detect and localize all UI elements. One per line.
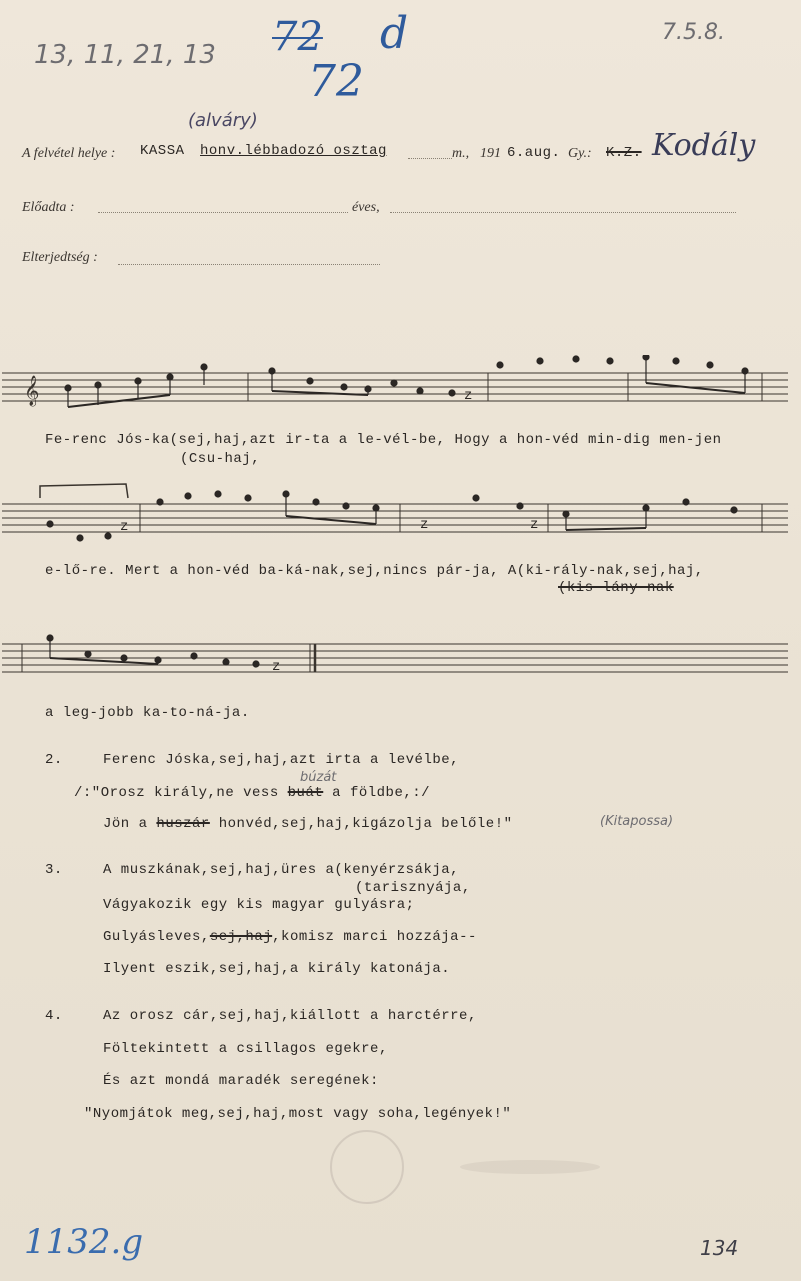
lyric-line-1-variant: (Csu-haj, xyxy=(180,451,261,467)
svg-text:𝄞: 𝄞 xyxy=(24,376,40,406)
verse-2-struck-word-2: huszár xyxy=(156,816,210,832)
verse-3-line-1-variant: (tarisznyája, xyxy=(355,880,471,896)
verse-4-line-3: És azt mondá maradék seregének: xyxy=(103,1073,379,1089)
verse-2-margin-note: (Kitapossa) xyxy=(600,814,674,829)
place-city: KASSA xyxy=(140,143,185,159)
gy-struck-initials: K.Z. xyxy=(606,145,642,161)
verse-2-line-3-start: Jön a xyxy=(103,816,157,832)
place-unit: honv.lébbadozó osztag xyxy=(200,143,387,159)
verse-2-line-2-end: a földbe,:/ xyxy=(323,785,431,801)
verse-3-struck-word: sej,haj xyxy=(209,929,273,945)
lyric-line-1: Fe-renc Jós-ka(sej,haj,azt ir-ta a le-vél-be, Hogy a hon-véd min-dig men-jen xyxy=(45,432,722,448)
place-label: A felvétel helye : xyxy=(22,146,116,161)
lyric-line-2-variant: (kis lány-nak xyxy=(558,580,674,596)
pencil-catalog-numbers: 13, 11, 21, 13 xyxy=(34,40,216,70)
verse-2-line-3-end: honvéd,sej,haj,kigázolja belőle!" xyxy=(209,816,513,832)
footer-page-number: 134 xyxy=(700,1236,739,1260)
verse-4-line-2: Föltekintett a csillagos egekre, xyxy=(103,1041,388,1057)
spread-dotted-line xyxy=(118,264,380,265)
pencil-top-right-number: 7.5.8. xyxy=(662,20,725,45)
verse-3-line-3-start: Gulyásleves, xyxy=(103,929,210,945)
footer-handwritten-catalog-number: 1132.g xyxy=(24,1222,144,1262)
verse-2-line-2-start: /:"Orosz király,ne vess xyxy=(74,785,288,801)
verse-2-line-2 xyxy=(74,785,430,801)
m-label: m., xyxy=(452,146,470,161)
verse-2-line-3 xyxy=(103,816,513,832)
archive-letter: d xyxy=(380,8,409,59)
music-staff-3 xyxy=(0,628,801,688)
verse-3-line-1: A muszkának,sej,haj,üres a(kenyérzsákja, xyxy=(103,862,460,878)
svg-text:z: z xyxy=(120,519,129,535)
verse-2-handwritten-correction: búzát xyxy=(300,770,337,785)
svg-text:z: z xyxy=(464,388,473,404)
verse-3-line-3-end: ,komisz marci hozzája-- xyxy=(272,929,477,945)
verse-2-number: 2. xyxy=(45,752,63,768)
svg-text:z: z xyxy=(272,659,281,675)
paper-stain xyxy=(330,1130,404,1204)
verse-3-line-4: Ilyent eszik,sej,haj,a király katonája. xyxy=(103,961,451,977)
collector-signature: Kodály xyxy=(652,128,756,163)
year-value: 6.aug. xyxy=(507,145,561,161)
paper-stain xyxy=(460,1160,600,1174)
lyric-line-2: e-lő-re. Mert a hon-véd ba-ká-nak,sej,nincs pár-ja, A(ki-rály-nak,sej,haj, xyxy=(45,563,704,579)
verse-2-line-1: Ferenc Jóska,sej,haj,azt irta a levélbe, xyxy=(103,752,460,768)
svg-text:z: z xyxy=(530,517,539,533)
struck-archive-number: 72 xyxy=(272,14,323,60)
performer-label: Előadta : xyxy=(22,200,75,215)
verse-3-line-2: Vágyakozik egy kis magyar gulyásra; xyxy=(103,897,415,913)
verse-3-number: 3. xyxy=(45,862,63,878)
verse-4-line-4: "Nyomjátok meg,sej,haj,most vagy soha,legények!" xyxy=(84,1106,512,1122)
svg-text:z: z xyxy=(420,517,429,533)
archive-number: 72 xyxy=(308,56,364,107)
age-label: éves, xyxy=(352,200,380,215)
lyric-line-3: a leg-jobb ka-to-ná-ja. xyxy=(45,705,250,721)
music-staff-1 xyxy=(0,355,801,415)
place-dotted-line xyxy=(408,158,452,159)
music-staff-2 xyxy=(0,480,801,550)
verse-2-struck-word: buát xyxy=(287,785,324,801)
spread-label: Elterjedtség : xyxy=(22,250,98,265)
gy-label: Gy.: xyxy=(568,146,592,161)
verse-3-line-3 xyxy=(103,929,477,945)
performer-dotted-line xyxy=(98,212,348,213)
age-dotted-line xyxy=(390,212,736,213)
verse-4-line-1: Az orosz cár,sej,haj,kiállott a harctérre, xyxy=(103,1008,477,1024)
year-prefix: 191 xyxy=(480,146,501,161)
place-handwritten-note: (alváry) xyxy=(188,110,258,131)
verse-4-number: 4. xyxy=(45,1008,63,1024)
